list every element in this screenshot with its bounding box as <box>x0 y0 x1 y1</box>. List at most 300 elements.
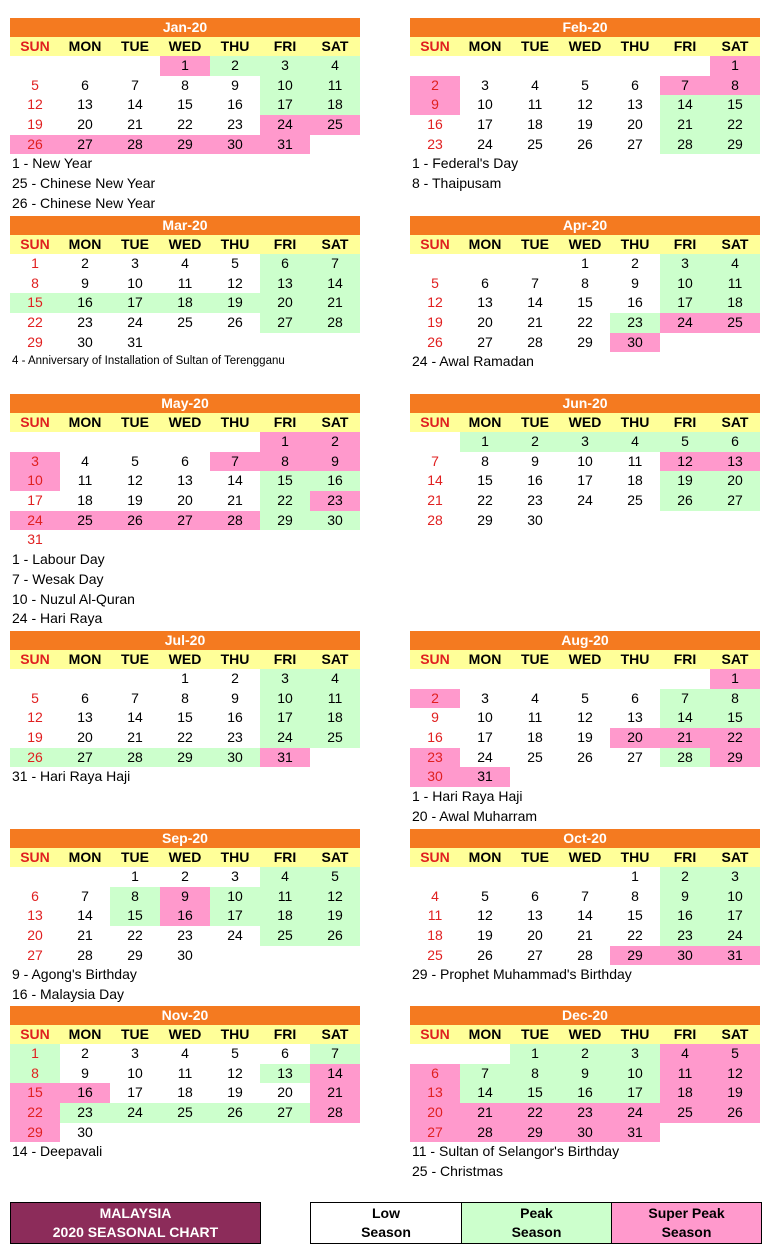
empty-cell <box>410 669 460 689</box>
day-cell: 3 <box>131 255 139 271</box>
weekday-mon: MON <box>68 236 102 252</box>
day-grid <box>10 432 360 550</box>
day-cell: 24 <box>127 314 143 331</box>
day-cell: 5 <box>31 689 39 706</box>
day-cell: 1 <box>181 670 189 686</box>
day-grid <box>10 254 360 352</box>
day-cell: 26 <box>710 1103 760 1123</box>
day-cell: 15 <box>10 293 60 313</box>
day-cell: 8 <box>181 76 189 93</box>
holiday-note: 9 - Agong's Birthday <box>12 966 137 983</box>
day-cell: 5 <box>131 452 139 469</box>
day-cell: 14 <box>310 1064 360 1084</box>
weekday-sat: SAT <box>721 849 749 865</box>
day-cell: 13 <box>477 294 493 311</box>
day-cell: 8 <box>260 452 310 472</box>
legend-super-peak-season <box>611 1203 761 1243</box>
month-title: Mar-20 <box>10 216 360 235</box>
month-title: Jul-20 <box>10 631 360 650</box>
month-nov-20 <box>10 1006 360 1162</box>
day-cell: 12 <box>710 1064 760 1084</box>
weekday-tue: TUE <box>521 236 549 252</box>
month-title: May-20 <box>10 394 360 413</box>
legend-low-line1: Low <box>372 1205 400 1221</box>
day-cell: 18 <box>527 116 543 133</box>
weekday-sun: SUN <box>420 651 450 667</box>
empty-cell <box>610 56 660 76</box>
day-cell: 17 <box>260 95 310 115</box>
day-cell: 3 <box>260 56 310 76</box>
day-cell: 15 <box>177 709 193 726</box>
weekday-wed: WED <box>168 651 202 667</box>
day-cell: 10 <box>610 1064 660 1084</box>
empty-cell <box>560 669 610 689</box>
day-cell: 12 <box>127 472 143 489</box>
day-cell: 23 <box>610 313 660 333</box>
day-cell: 25 <box>710 313 760 333</box>
day-cell: 10 <box>477 709 493 726</box>
day-cell: 6 <box>81 689 89 706</box>
day-cell: 3 <box>231 868 239 884</box>
day-cell: 6 <box>181 452 189 469</box>
day-cell: 5 <box>581 689 589 706</box>
day-cell: 29 <box>577 333 593 350</box>
day-cell: 7 <box>660 76 710 96</box>
holiday-note: 16 - Malaysia Day <box>12 986 125 1003</box>
day-cell: 31 <box>127 333 143 350</box>
day-cell: 7 <box>81 887 89 904</box>
empty-cell <box>560 56 610 76</box>
day-cell: 16 <box>310 471 360 491</box>
weekday-header-row <box>410 1025 760 1044</box>
day-cell: 7 <box>581 887 589 904</box>
day-cell: 7 <box>210 452 260 472</box>
holiday-note: 20 - Awal Muharram <box>412 807 538 824</box>
day-grid <box>410 432 760 530</box>
weekday-mon: MON <box>468 38 502 54</box>
day-cell: 24 <box>577 492 593 509</box>
day-cell: 11 <box>627 452 643 469</box>
empty-cell <box>110 432 160 452</box>
day-cell: 31 <box>260 748 310 768</box>
day-cell: 29 <box>510 1123 560 1143</box>
weekday-sun: SUN <box>420 236 450 252</box>
day-cell: 2 <box>231 670 239 686</box>
day-cell: 7 <box>660 689 710 709</box>
day-cell: 20 <box>77 116 93 133</box>
day-cell: 22 <box>510 1103 560 1123</box>
day-cell: 8 <box>581 274 589 291</box>
empty-cell <box>460 56 510 76</box>
weekday-mon: MON <box>68 1026 102 1042</box>
day-cell: 11 <box>310 76 360 96</box>
day-cell: 5 <box>231 1045 239 1061</box>
day-cell: 3 <box>481 76 489 93</box>
holiday-note: 4 - Anniversary of Installation of Sultan of Terengganu <box>12 355 285 368</box>
weekday-thu: THU <box>620 236 650 252</box>
empty-cell <box>460 254 510 274</box>
day-cell: 28 <box>310 1103 360 1123</box>
weekday-fri: FRI <box>273 38 297 54</box>
weekday-fri: FRI <box>673 651 697 667</box>
day-cell: 25 <box>160 1103 210 1123</box>
weekday-thu: THU <box>220 236 250 252</box>
day-cell: 1 <box>510 1044 560 1064</box>
empty-cell <box>510 254 560 274</box>
weekday-thu: THU <box>220 1026 250 1042</box>
day-cell: 15 <box>10 1083 60 1103</box>
chart-title-line1: MALAYSIA <box>99 1205 172 1221</box>
day-cell: 20 <box>710 471 760 491</box>
day-cell: 7 <box>131 76 139 93</box>
day-cell: 8 <box>710 689 760 709</box>
day-cell: 24 <box>710 926 760 946</box>
day-cell: 22 <box>710 115 760 135</box>
day-cell: 7 <box>310 254 360 274</box>
day-cell: 2 <box>660 867 710 887</box>
day-cell: 15 <box>177 96 193 113</box>
weekday-header-row <box>10 1025 360 1044</box>
day-cell: 22 <box>10 1103 60 1123</box>
day-cell: 16 <box>227 96 243 113</box>
day-cell: 12 <box>577 96 593 113</box>
day-cell: 19 <box>310 906 360 926</box>
empty-cell <box>410 1044 460 1064</box>
day-cell: 11 <box>660 1064 710 1084</box>
day-cell: 4 <box>531 76 539 93</box>
weekday-mon: MON <box>468 414 502 430</box>
day-cell: 5 <box>310 867 360 887</box>
day-cell: 15 <box>510 1083 560 1103</box>
weekday-mon: MON <box>468 1026 502 1042</box>
legend-peak-line2: Season <box>511 1224 562 1240</box>
day-cell: 19 <box>477 927 493 944</box>
empty-cell <box>110 669 160 689</box>
day-cell: 17 <box>710 906 760 926</box>
month-title: Dec-20 <box>410 1006 760 1025</box>
day-cell: 26 <box>660 491 710 511</box>
day-cell: 19 <box>127 492 143 509</box>
day-cell: 8 <box>10 1064 60 1084</box>
weekday-sat: SAT <box>321 414 349 430</box>
weekday-mon: MON <box>468 651 502 667</box>
day-cell: 22 <box>710 728 760 748</box>
day-cell: 3 <box>560 432 610 452</box>
day-cell: 15 <box>710 708 760 728</box>
month-title: Apr-20 <box>410 216 760 235</box>
day-cell: 18 <box>527 729 543 746</box>
legend-peak-line1: Peak <box>520 1205 553 1221</box>
day-cell: 23 <box>60 1103 110 1123</box>
day-cell: 26 <box>110 511 160 531</box>
day-cell: 27 <box>260 313 310 333</box>
day-cell: 5 <box>660 432 710 452</box>
weekday-mon: MON <box>468 849 502 865</box>
weekday-sat: SAT <box>721 236 749 252</box>
day-cell: 13 <box>410 1083 460 1103</box>
day-cell: 7 <box>310 1044 360 1064</box>
day-cell: 21 <box>460 1103 510 1123</box>
weekday-tue: TUE <box>121 849 149 865</box>
weekday-fri: FRI <box>273 651 297 667</box>
empty-cell <box>510 56 560 76</box>
day-cell: 14 <box>310 274 360 294</box>
day-cell: 13 <box>527 907 543 924</box>
day-cell: 8 <box>631 887 639 904</box>
day-cell: 29 <box>710 135 760 155</box>
weekday-sat: SAT <box>721 38 749 54</box>
weekday-sat: SAT <box>721 651 749 667</box>
day-cell: 2 <box>410 76 460 96</box>
day-cell: 31 <box>610 1123 660 1143</box>
day-cell: 25 <box>310 728 360 748</box>
day-cell: 25 <box>660 1103 710 1123</box>
day-cell: 17 <box>477 729 493 746</box>
holiday-note: 7 - Wesak Day <box>12 570 104 587</box>
day-cell: 21 <box>227 492 243 509</box>
empty-cell <box>110 56 160 76</box>
day-cell: 28 <box>527 333 543 350</box>
holiday-note: 26 - Chinese New Year <box>12 194 156 211</box>
day-cell: 23 <box>227 729 243 746</box>
day-grid <box>410 867 760 965</box>
day-cell: 22 <box>177 116 193 133</box>
empty-cell <box>610 669 660 689</box>
day-cell: 19 <box>27 729 43 746</box>
day-cell: 17 <box>610 1083 660 1103</box>
weekday-tue: TUE <box>521 651 549 667</box>
day-cell: 4 <box>531 689 539 706</box>
day-cell: 14 <box>460 1083 510 1103</box>
weekday-header-row <box>410 235 760 254</box>
weekday-header-row <box>410 37 760 56</box>
day-cell: 7 <box>531 274 539 291</box>
holiday-note: 24 - Awal Ramadan <box>412 353 534 370</box>
day-cell: 13 <box>710 452 760 472</box>
weekday-thu: THU <box>620 651 650 667</box>
weekday-wed: WED <box>168 1026 202 1042</box>
day-cell: 7 <box>131 689 139 706</box>
day-cell: 30 <box>527 511 543 528</box>
empty-cell <box>160 432 210 452</box>
day-cell: 8 <box>481 452 489 469</box>
day-cell: 6 <box>631 76 639 93</box>
day-cell: 12 <box>27 96 43 113</box>
day-cell: 21 <box>127 116 143 133</box>
day-cell: 26 <box>310 926 360 946</box>
month-apr-20 <box>410 216 760 372</box>
day-cell: 22 <box>260 491 310 511</box>
day-cell: 16 <box>427 729 443 746</box>
holiday-note: 1 - New Year <box>12 155 93 172</box>
day-cell: 10 <box>577 452 593 469</box>
day-cell: 3 <box>481 689 489 706</box>
legend-super-line1: Super Peak <box>648 1205 725 1221</box>
day-cell: 6 <box>710 432 760 452</box>
weekday-fri: FRI <box>273 1026 297 1042</box>
day-cell: 21 <box>660 728 710 748</box>
empty-cell <box>60 669 110 689</box>
day-cell: 4 <box>660 1044 710 1064</box>
day-cell: 15 <box>577 294 593 311</box>
day-cell: 9 <box>160 887 210 907</box>
day-grid <box>410 1044 760 1142</box>
day-cell: 30 <box>610 333 660 353</box>
day-cell: 13 <box>260 1064 310 1084</box>
day-cell: 16 <box>660 906 710 926</box>
weekday-thu: THU <box>620 849 650 865</box>
day-grid <box>10 669 360 767</box>
day-cell: 18 <box>77 492 93 509</box>
day-cell: 9 <box>560 1064 610 1084</box>
day-cell: 21 <box>427 492 443 509</box>
day-cell: 27 <box>410 1123 460 1143</box>
weekday-header-row <box>410 650 760 669</box>
day-cell: 21 <box>527 314 543 331</box>
weekday-mon: MON <box>68 38 102 54</box>
empty-cell <box>60 56 110 76</box>
month-title: Sep-20 <box>10 829 360 848</box>
day-cell: 12 <box>477 907 493 924</box>
day-cell: 2 <box>510 432 560 452</box>
day-cell: 4 <box>610 432 660 452</box>
day-cell: 1 <box>460 432 510 452</box>
day-cell: 9 <box>410 95 460 115</box>
weekday-thu: THU <box>620 1026 650 1042</box>
empty-cell <box>10 669 60 689</box>
day-cell: 30 <box>177 946 193 963</box>
empty-cell <box>510 867 560 887</box>
day-cell: 25 <box>177 314 193 331</box>
day-cell: 26 <box>10 135 60 155</box>
day-cell: 24 <box>610 1103 660 1123</box>
weekday-header-row <box>10 650 360 669</box>
weekday-fri: FRI <box>273 236 297 252</box>
day-cell: 10 <box>260 76 310 96</box>
weekday-fri: FRI <box>673 1026 697 1042</box>
weekday-sat: SAT <box>321 1026 349 1042</box>
day-cell: 10 <box>210 887 260 907</box>
day-cell: 29 <box>27 333 43 350</box>
day-cell: 12 <box>427 294 443 311</box>
day-cell: 25 <box>527 748 543 765</box>
legend-peak-season <box>461 1203 611 1243</box>
day-cell: 28 <box>660 135 710 155</box>
weekday-fri: FRI <box>673 38 697 54</box>
day-cell: 13 <box>177 472 193 489</box>
day-cell: 1 <box>160 56 210 76</box>
day-cell: 17 <box>27 492 43 509</box>
day-cell: 29 <box>710 748 760 768</box>
empty-cell <box>460 867 510 887</box>
day-cell: 20 <box>260 293 310 313</box>
day-cell: 5 <box>581 76 589 93</box>
day-cell: 27 <box>627 748 643 765</box>
day-cell: 1 <box>10 1044 60 1064</box>
day-cell: 30 <box>77 333 93 350</box>
day-cell: 22 <box>27 314 43 331</box>
empty-cell <box>410 254 460 274</box>
day-cell: 16 <box>60 1083 110 1103</box>
day-cell: 7 <box>460 1064 510 1084</box>
day-cell: 21 <box>660 115 710 135</box>
day-cell: 11 <box>310 689 360 709</box>
day-cell: 11 <box>77 472 93 489</box>
day-grid <box>10 1044 360 1142</box>
day-cell: 16 <box>427 116 443 133</box>
weekday-header-row <box>10 235 360 254</box>
day-cell: 25 <box>427 946 443 963</box>
day-cell: 20 <box>477 314 493 331</box>
holiday-note: 14 - Deepavali <box>12 1143 103 1160</box>
day-cell: 11 <box>177 274 193 291</box>
day-cell: 24 <box>477 748 493 765</box>
weekday-tue: TUE <box>521 414 549 430</box>
day-cell: 11 <box>527 709 543 726</box>
day-cell: 3 <box>660 254 710 274</box>
weekday-wed: WED <box>168 38 202 54</box>
day-cell: 2 <box>560 1044 610 1064</box>
day-cell: 20 <box>410 1103 460 1123</box>
weekday-thu: THU <box>220 38 250 54</box>
empty-cell <box>10 432 60 452</box>
day-cell: 5 <box>231 255 239 271</box>
day-cell: 2 <box>310 432 360 452</box>
weekday-wed: WED <box>568 414 602 430</box>
day-cell: 12 <box>227 1064 243 1081</box>
day-cell: 8 <box>181 689 189 706</box>
weekday-thu: THU <box>220 651 250 667</box>
legend-low-line2: Season <box>361 1224 411 1240</box>
holiday-note: 31 - Hari Raya Haji <box>12 768 131 785</box>
day-cell: 13 <box>627 709 643 726</box>
day-cell: 30 <box>210 748 260 768</box>
day-grid <box>410 669 760 787</box>
day-cell: 19 <box>577 116 593 133</box>
month-jan-20 <box>10 18 360 214</box>
day-cell: 17 <box>110 293 160 313</box>
empty-cell <box>660 56 710 76</box>
day-cell: 14 <box>577 907 593 924</box>
month-title: Jan-20 <box>10 18 360 37</box>
weekday-fri: FRI <box>673 414 697 430</box>
day-cell: 26 <box>227 314 243 331</box>
day-cell: 30 <box>560 1123 610 1143</box>
day-cell: 24 <box>227 927 243 944</box>
day-cell: 30 <box>210 135 260 155</box>
day-cell: 1 <box>581 255 589 271</box>
day-cell: 19 <box>710 1083 760 1103</box>
day-cell: 10 <box>127 274 143 291</box>
chart-title <box>10 1202 261 1244</box>
day-cell: 29 <box>160 748 210 768</box>
day-cell: 13 <box>260 274 310 294</box>
day-cell: 16 <box>60 293 110 313</box>
weekday-header-row <box>10 413 360 432</box>
day-cell: 22 <box>127 927 143 944</box>
day-cell: 28 <box>110 135 160 155</box>
day-cell: 19 <box>227 1084 243 1101</box>
day-cell: 9 <box>310 452 360 472</box>
day-cell: 8 <box>110 887 160 907</box>
day-cell: 6 <box>281 1045 289 1061</box>
day-cell: 1 <box>710 669 760 689</box>
day-cell: 19 <box>577 729 593 746</box>
day-cell: 27 <box>60 748 110 768</box>
day-cell: 23 <box>177 927 193 944</box>
day-cell: 21 <box>577 927 593 944</box>
day-cell: 1 <box>260 432 310 452</box>
